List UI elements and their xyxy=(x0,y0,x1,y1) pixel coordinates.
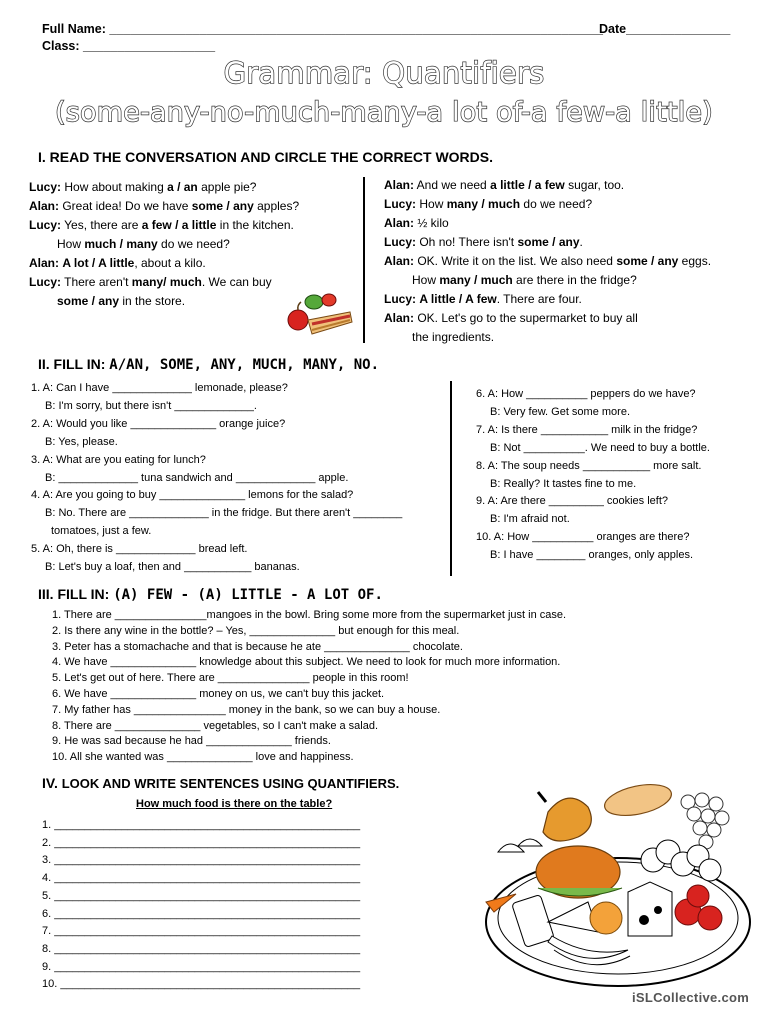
conversation-line xyxy=(384,176,711,195)
line-text: . We can buy xyxy=(201,275,272,289)
line-text: OK. Let's go to the supermarket to buy all xyxy=(414,311,638,325)
page-subtitle: (some-any-no-much-many-a lot of-a few-a little) xyxy=(55,97,713,128)
section-3-heading-prefix: III. FILL IN: xyxy=(38,586,114,602)
class-field: Class: ___________________ xyxy=(42,39,216,53)
answer-line: 6. __________________________________________________ xyxy=(42,907,361,920)
apple-pie-illustration xyxy=(284,290,356,338)
speaker-name: Alan: xyxy=(384,311,414,325)
answer-line: 9. __________________________________________________ xyxy=(42,960,361,973)
fill-in-line: B: I have ________ oranges, only apples. xyxy=(490,549,694,562)
fill-in-item: 1. There are _______________mangoes in the bowl. Bring some more from the supermarket just in case. xyxy=(52,609,567,621)
line-text: , about a kilo. xyxy=(134,256,206,270)
answer-line: 2. __________________________________________________ xyxy=(42,836,361,849)
line-text: do we need? xyxy=(520,197,593,211)
line-text: sugar, too. xyxy=(564,178,625,192)
section-4-heading-prefix: IV. xyxy=(42,775,62,791)
speaker-name: Lucy: xyxy=(384,292,417,306)
answer-line: 5. __________________________________________________ xyxy=(42,889,361,902)
fill-in-line: B: _____________ tuna sandwich and _____________ apple. xyxy=(45,471,349,484)
choice-words: many / much xyxy=(446,197,521,211)
line-text: How xyxy=(412,273,440,287)
choice-words: much / many xyxy=(84,237,158,251)
choice-words: a / an xyxy=(167,180,198,194)
choice-words: some / any xyxy=(191,199,254,213)
line-text: And we need xyxy=(414,178,491,192)
choice-words: A lot / A little xyxy=(62,256,135,270)
answer-line: 8. __________________________________________________ xyxy=(42,942,361,955)
section-4-heading-words: LOOK AND WRITE SENTENCES USING QUANTIFIERS. xyxy=(61,776,400,791)
line-text: in the store. xyxy=(119,294,186,308)
line-text: How xyxy=(57,237,85,251)
conversation-line xyxy=(29,292,299,311)
choice-words: a little / a few xyxy=(490,178,565,192)
conversation-line xyxy=(29,273,299,292)
section-1-heading: I. READ THE CONVERSATION AND CIRCLE THE CORRECT WORDS. xyxy=(38,149,494,165)
choice-words: a few / a little xyxy=(141,218,217,232)
answer-line: 4. __________________________________________________ xyxy=(42,872,361,885)
fill-in-right xyxy=(476,386,710,565)
speaker-name: Alan: xyxy=(384,216,414,230)
fill-in-line: 9. A: Are there _________ cookies left? xyxy=(476,495,669,508)
fill-in-list xyxy=(52,608,566,766)
conversation-line xyxy=(29,235,299,254)
fill-in-line: 1. A: Can I have _____________ lemonade, please? xyxy=(31,382,288,394)
line-text: How about making xyxy=(61,180,168,194)
speaker-name: Alan: xyxy=(29,256,59,270)
answer-lines xyxy=(42,817,360,994)
date-field: Date_______________ xyxy=(599,22,731,36)
fill-in-item: 9. He was sad because he had ______________ friends. xyxy=(52,735,331,748)
section-4-heading xyxy=(42,775,399,791)
answer-line: 1. __________________________________________________ xyxy=(42,819,361,831)
line-text: eggs. xyxy=(678,254,712,268)
watermark: iSLCollective.com xyxy=(632,990,750,1005)
speaker-name: Lucy: xyxy=(384,235,417,249)
column-divider xyxy=(363,177,365,343)
answer-line: 10. _________________________________________________ xyxy=(42,978,361,991)
fill-in-line: 10. A: How __________ oranges are there? xyxy=(476,531,690,544)
conversation-line xyxy=(384,309,711,328)
conversation-line xyxy=(384,290,711,309)
speaker-name: Lucy: xyxy=(29,218,62,232)
conversation-line xyxy=(29,197,299,216)
fill-in-line: 3. A: What are you eating for lunch? xyxy=(31,453,206,466)
line-text: Yes, there are xyxy=(61,218,142,232)
conversation-line xyxy=(384,271,711,290)
fill-in-line: B: Not __________. We need to buy a bottle. xyxy=(490,441,710,454)
fill-in-line: B: Very few. Get some more. xyxy=(490,405,630,418)
conversation-line xyxy=(384,195,711,214)
line-text: Great idea! Do we have xyxy=(59,199,192,213)
conversation-left xyxy=(29,178,299,311)
fill-in-line: tomatoes, just a few. xyxy=(51,525,152,538)
answer-line: 7. __________________________________________________ xyxy=(42,925,361,938)
section-3-heading xyxy=(38,586,383,603)
fill-in-left xyxy=(31,380,402,577)
page-title: Grammar: Quantifiers xyxy=(223,56,545,90)
line-text: . xyxy=(579,235,583,249)
conversation-right xyxy=(384,176,711,347)
conversation-line xyxy=(384,328,711,347)
fill-in-item: 6. We have ______________ money on us, we can't buy this jacket. xyxy=(52,687,385,700)
line-text: ½ kilo xyxy=(414,216,449,230)
fill-in-line: B: No. There are _____________ in the fridge. But there aren't ________ xyxy=(45,507,403,520)
speaker-name: Alan: xyxy=(29,199,59,213)
line-text: are there in the fridge? xyxy=(512,273,637,287)
choice-words: many/ much xyxy=(131,275,202,289)
speaker-name: Lucy: xyxy=(29,180,62,194)
section-2-heading-prefix: II. FILL IN: xyxy=(38,356,110,372)
speaker-name: Alan: xyxy=(384,178,414,192)
section-3-heading-words: (A) FEW - (A) LITTLE - A LOT OF. xyxy=(113,587,383,603)
conversation-line xyxy=(384,233,711,252)
section-2-heading xyxy=(38,356,379,373)
fill-in-line: B: Really? It tastes fine to me. xyxy=(490,477,637,490)
conversation-line xyxy=(29,216,299,235)
column-divider-2 xyxy=(450,381,452,576)
fill-in-item: 4. We have ______________ knowledge about this subject. We need to look for much more information. xyxy=(52,656,561,669)
line-text: Oh no! There isn't xyxy=(416,235,518,249)
speaker-name: Lucy: xyxy=(29,275,62,289)
fill-in-line: 2. A: Would you like ______________ orange juice? xyxy=(31,417,286,430)
choice-words: some / any xyxy=(57,294,120,308)
fill-in-line: B: I'm afraid not. xyxy=(490,513,570,526)
fill-in-line: 5. A: Oh, there is _____________ bread left. xyxy=(31,543,248,556)
fill-in-line: 7. A: Is there ___________ milk in the fridge? xyxy=(476,423,698,436)
line-text: There aren't xyxy=(61,275,132,289)
conversation-line xyxy=(384,214,711,233)
choice-words: many / much xyxy=(439,273,513,287)
speaker-name: Lucy: xyxy=(384,197,417,211)
conversation-line xyxy=(29,178,299,197)
section-4-question: How much food is there on the table? xyxy=(136,798,333,810)
line-text: do we need? xyxy=(157,237,230,251)
line-text: OK. Write it on the list. We also need xyxy=(414,254,617,268)
choice-words: some / any xyxy=(517,235,580,249)
fill-in-line: 4. A: Are you going to buy ______________ lemons for the salad? xyxy=(31,489,354,502)
line-text: apple pie? xyxy=(197,180,257,194)
fill-in-item: 10. All she wanted was ______________ love and happiness. xyxy=(52,751,354,764)
fill-in-item: 8. There are ______________ vegetables, so I can't make a salad. xyxy=(52,719,379,732)
conversation-line xyxy=(29,254,299,273)
conversation-line xyxy=(384,252,711,271)
line-text: the ingredients. xyxy=(412,330,495,344)
fill-in-line: B: Yes, please. xyxy=(45,435,118,448)
fill-in-line: 6. A: How __________ peppers do we have? xyxy=(476,388,696,400)
line-text: apples? xyxy=(253,199,300,213)
choice-words: A little / A few xyxy=(419,292,497,306)
line-text: How xyxy=(416,197,447,211)
line-text: in the kitchen. xyxy=(216,218,294,232)
full-name-field: Full Name: _______________________________________________________________________ xyxy=(42,22,603,36)
fill-in-item: 2. Is there any wine in the bottle? – Yes, ______________ but enough for this meal. xyxy=(52,624,460,637)
fill-in-item: 3. Peter has a stomachache and that is because he ate ______________ chocolate. xyxy=(52,640,463,653)
fill-in-item: 5. Let's get out of here. There are _______________ people in this room! xyxy=(52,672,409,685)
fill-in-line: B: Let's buy a loaf, then and ___________ bananas. xyxy=(45,561,300,574)
fill-in-line: B: I'm sorry, but there isn't _____________. xyxy=(45,399,257,412)
line-text: . There are four. xyxy=(496,292,582,306)
section-2-heading-words: A/AN, SOME, ANY, MUCH, MANY, NO. xyxy=(109,357,380,373)
food-plate-illustration xyxy=(478,772,754,988)
speaker-name: Alan: xyxy=(384,254,414,268)
fill-in-item: 7. My father has _______________ money in the bank, so we can buy a house. xyxy=(52,703,441,716)
choice-words: some / any xyxy=(616,254,679,268)
fill-in-line: 8. A: The soup needs ___________ more salt. xyxy=(476,459,702,472)
answer-line: 3. __________________________________________________ xyxy=(42,854,361,867)
